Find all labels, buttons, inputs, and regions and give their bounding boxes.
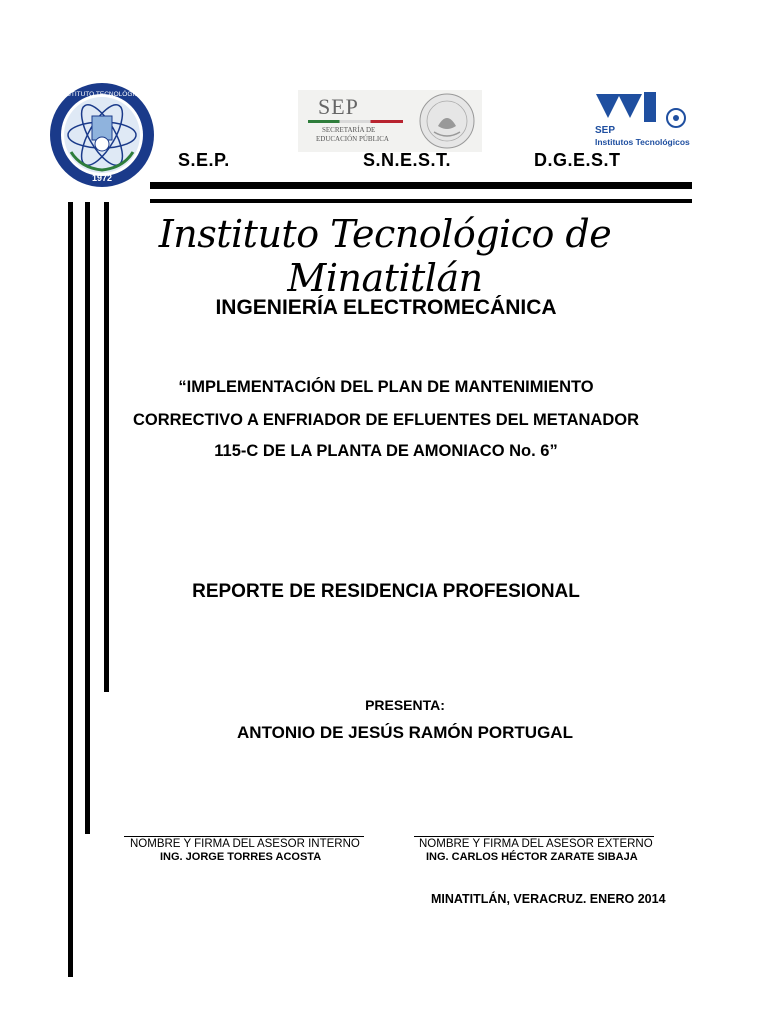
org-snest: S.N.E.S.T. bbox=[363, 150, 452, 170]
vertical-bar-long bbox=[68, 202, 73, 977]
external-advisor-name: ING. CARLOS HÉCTOR ZARATE SIBAJA bbox=[426, 851, 638, 863]
institution-name: Instituto Tecnológico de Minatitlán bbox=[158, 212, 612, 300]
place-date: MINATITLÁN, VERACRUZ. ENERO 2014 bbox=[431, 892, 666, 906]
svg-text:INSTITUTO TECNOLÓGICO: INSTITUTO TECNOLÓGICO bbox=[60, 91, 144, 98]
career-title: INGENIERÍA ELECTROMECÁNICA bbox=[215, 296, 557, 319]
sep-logo bbox=[298, 90, 482, 152]
external-signature-line bbox=[414, 836, 654, 837]
seal-year: 1972 bbox=[91, 173, 113, 183]
internal-signature-line bbox=[124, 836, 364, 837]
presenter-label: PRESENTA: bbox=[365, 697, 445, 713]
header-rule-thin bbox=[150, 199, 692, 203]
tecnologicos-logo-abbr: SEP bbox=[595, 125, 616, 136]
internal-advisor-title: NOMBRE Y FIRMA DEL ASESOR INTERNO bbox=[130, 838, 360, 850]
report-type: REPORTE DE RESIDENCIA PROFESIONAL bbox=[192, 581, 580, 602]
sep-logo-line2: EDUCACIÓN PÚBLICA bbox=[316, 135, 389, 143]
project-title-line2: CORRECTIVO A ENFRIADOR DE EFLUENTES DEL METANADOR bbox=[132, 411, 639, 429]
internal-advisor-name: ING. JORGE TORRES ACOSTA bbox=[160, 851, 322, 863]
header-rule-thick bbox=[150, 182, 692, 189]
vertical-bar-middle bbox=[85, 202, 90, 834]
sep-logo-stripe bbox=[308, 120, 403, 123]
sep-logo-line1: SECRETARÍA DE bbox=[322, 126, 376, 134]
institute-seal-logo bbox=[47, 82, 157, 188]
tecnologicos-logo bbox=[592, 88, 696, 150]
project-title-line3: 115-C DE LA PLANTA DE AMONIACO No. 6” bbox=[214, 442, 558, 460]
org-dgest: D.G.E.S.T bbox=[534, 150, 621, 170]
presenter-name: ANTONIO DE JESÚS RAMÓN PORTUGAL bbox=[237, 723, 573, 742]
external-advisor-title: NOMBRE Y FIRMA DEL ASESOR EXTERNO bbox=[419, 838, 653, 850]
project-title-line1: “IMPLEMENTACIÓN DEL PLAN DE MANTENIMIENTO bbox=[178, 378, 594, 396]
tecnologicos-logo-text: Institutos Tecnológicos bbox=[595, 137, 690, 147]
org-sep: S.E.P. bbox=[178, 150, 230, 170]
mexico-coat-of-arms-icon bbox=[418, 92, 476, 150]
sep-logo-abbr: SEP bbox=[318, 94, 359, 119]
